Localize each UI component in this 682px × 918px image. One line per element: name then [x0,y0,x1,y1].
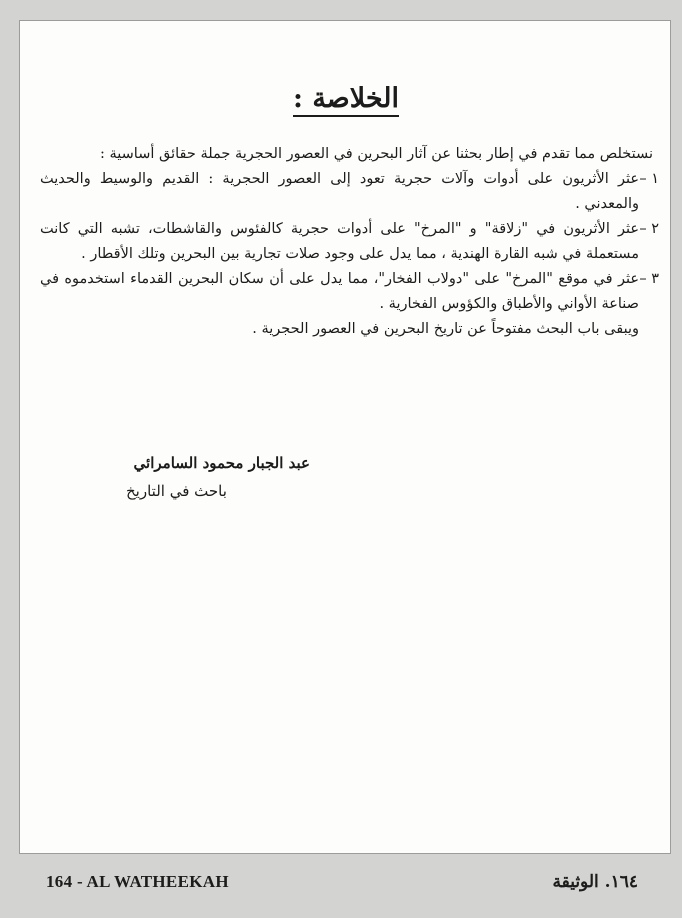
author-role: باحث في التاريخ [126,482,227,500]
footer-page-label-latin: 164 - AL WATHEEKAH [46,872,229,891]
signature-block [60,449,310,505]
closing-paragraph: ويبقى باب البحث مفتوحاً عن تاريخ البحرين في العصور الحجرية . [252,321,639,337]
list-item-text: عثر في موقع "المرخ" على "دولاب الفخار"، مما يدل على أن سكان البحرين القدماء استخدموه في صناعة الأواني والأطباق والكؤوس الفخارية . [40,271,639,312]
list-item [40,217,665,267]
page-title [20,83,672,114]
list-item-number: ٢ – [639,221,659,237]
page-footer [0,868,682,898]
footer-page-label-arabic: ١٦٤. الوثيقة [552,872,638,892]
list-item-text: عثر الأثريون على أدوات وآلات حجرية تعود إلى العصور الحجرية : القديم والوسيط والحديث والمعدني . [40,171,639,212]
list-item-number: ١ – [639,171,659,187]
list-item [40,167,665,217]
article-body [40,142,665,342]
author-name: عبد الجبار محمود السامرائي [133,454,310,472]
page-title-text: الخلاصة : [293,83,399,117]
list-item [40,267,665,317]
list-item-text: عثر الأثريون في "زلاقة" و "المرخ" على أدوات حجرية كالفئوس والقاشطات، تشبه التي كانت مستعملة في شبه القارة الهندية ، مما يدل على وجود صلات تجارية بين البحرين وتلك الأقطار . [40,221,639,262]
list-item-number: ٣ – [639,271,659,287]
intro-paragraph: نستخلص مما تقدم في إطار بحثنا عن آثار البحرين في العصور الحجرية جملة حقائق أساسية : [100,146,653,162]
page-frame [19,20,671,854]
